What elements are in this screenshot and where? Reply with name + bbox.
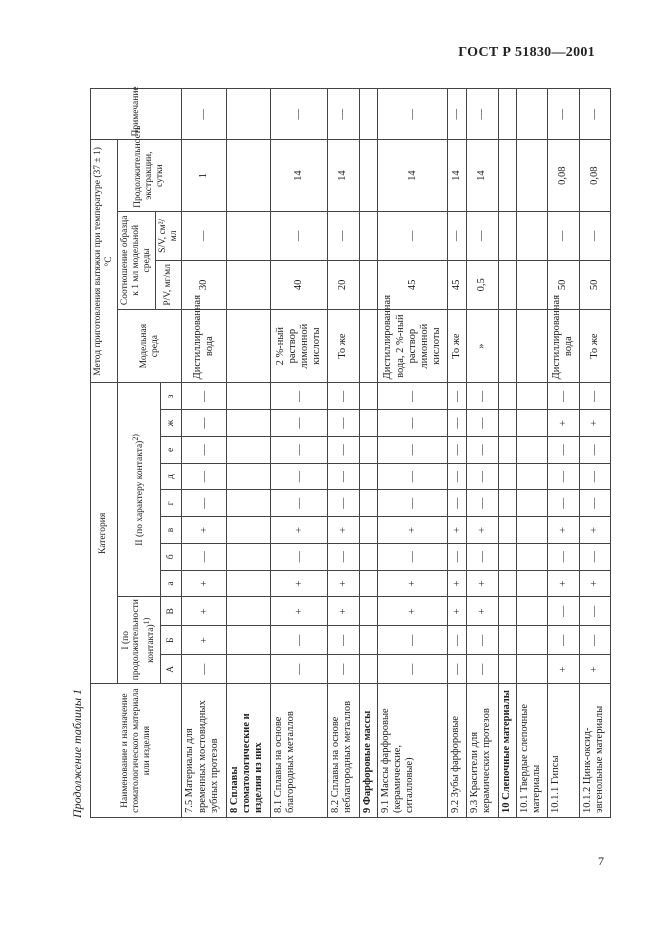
category-mark-cell: — bbox=[328, 490, 359, 517]
category-mark-cell bbox=[498, 655, 516, 684]
col-header-category: Категория bbox=[91, 383, 118, 684]
medium-cell bbox=[498, 309, 516, 383]
sv-cell bbox=[516, 211, 547, 260]
category-mark-cell: — bbox=[548, 383, 579, 410]
category-mark-cell bbox=[498, 383, 516, 410]
category-mark-cell: — bbox=[579, 490, 610, 517]
category-mark-cell: — bbox=[182, 490, 226, 517]
sv-cell: — bbox=[377, 211, 447, 260]
category-mark-cell: — bbox=[377, 463, 447, 490]
category-mark-cell: + bbox=[467, 517, 498, 544]
duration-cell bbox=[498, 140, 516, 211]
sv-cell bbox=[226, 211, 270, 260]
pv-cell: 50 bbox=[548, 260, 579, 309]
material-name: 10.1 Твердые слепочные материалы bbox=[518, 703, 542, 813]
duration-cell bbox=[359, 140, 377, 211]
category-mark-cell bbox=[359, 597, 377, 626]
page-number: 7 bbox=[598, 854, 604, 868]
table-row bbox=[516, 89, 547, 818]
category-mark-cell: + bbox=[467, 597, 498, 626]
category-mark-cell: — bbox=[328, 383, 359, 410]
materials-table bbox=[90, 88, 611, 818]
medium-cell: Дистиллированная вода bbox=[182, 309, 226, 383]
category-mark-cell: — bbox=[467, 410, 498, 437]
note-cell bbox=[498, 89, 516, 140]
category-mark-cell bbox=[359, 383, 377, 410]
duration-cell bbox=[226, 140, 270, 211]
rotated-table-wrapper bbox=[90, 86, 605, 818]
category-mark-cell: — bbox=[579, 597, 610, 626]
category-mark-cell: — bbox=[467, 626, 498, 655]
category-mark-cell: — bbox=[328, 410, 359, 437]
category-mark-cell: + bbox=[579, 517, 610, 544]
category-mark-cell: — bbox=[579, 436, 610, 463]
col-header-sv: S/V, см²/мл bbox=[155, 211, 182, 260]
note-cell: — bbox=[182, 89, 226, 140]
material-name: 9.2 Зубы фарфоровые bbox=[450, 715, 462, 813]
category-mark-cell bbox=[498, 463, 516, 490]
category-mark-cell: — bbox=[579, 626, 610, 655]
category-mark-cell bbox=[359, 543, 377, 570]
note-cell bbox=[359, 89, 377, 140]
note-cell: — bbox=[579, 89, 610, 140]
category-mark-cell: — bbox=[328, 543, 359, 570]
category-mark-cell: — bbox=[271, 655, 328, 684]
category-mark-cell: + bbox=[328, 517, 359, 544]
category-mark-cell bbox=[498, 543, 516, 570]
category-mark-cell bbox=[516, 490, 547, 517]
pv-cell: 50 bbox=[579, 260, 610, 309]
pv-cell: 45 bbox=[377, 260, 447, 309]
duration-cell: 14 bbox=[377, 140, 447, 211]
table-body bbox=[182, 89, 610, 818]
category-mark-cell: — bbox=[182, 436, 226, 463]
material-name-cell bbox=[271, 684, 328, 818]
category-mark-cell: + bbox=[467, 570, 498, 597]
category-mark-cell: — bbox=[448, 655, 467, 684]
material-name: 8.2 Сплавы на основе неблагородных металлов bbox=[330, 700, 354, 813]
category-mark-cell bbox=[226, 463, 270, 490]
col-header-cat1: I (по продолжительности контакта)$^{1)}$ bbox=[117, 597, 160, 684]
category-mark-cell: + bbox=[579, 410, 610, 437]
category-mark-cell: — bbox=[548, 543, 579, 570]
category-mark-cell bbox=[359, 490, 377, 517]
category-mark-cell bbox=[516, 543, 547, 570]
category-mark-cell: — bbox=[448, 383, 467, 410]
category-mark-cell: — bbox=[182, 655, 226, 684]
category-mark-cell bbox=[226, 436, 270, 463]
col-header-c1-2: В bbox=[161, 597, 182, 626]
category-mark-cell: + bbox=[579, 570, 610, 597]
category-mark-cell bbox=[359, 436, 377, 463]
material-name: 10.1.1 Гипсы bbox=[550, 755, 562, 813]
category-mark-cell bbox=[226, 597, 270, 626]
col-header-ratio: Соотношение образца к 1 мл модельной среды bbox=[117, 211, 155, 309]
category-mark-cell: — bbox=[467, 436, 498, 463]
category-mark-cell bbox=[359, 463, 377, 490]
category-mark-cell: + bbox=[548, 410, 579, 437]
medium-cell bbox=[226, 309, 270, 383]
category-mark-cell bbox=[498, 436, 516, 463]
col-header-c2-0: а bbox=[161, 570, 182, 597]
table-row bbox=[548, 89, 579, 818]
sv-cell: — bbox=[448, 211, 467, 260]
col-header-c2-7: з bbox=[161, 383, 182, 410]
table-row bbox=[448, 89, 467, 818]
col-header-c2-6: ж bbox=[161, 410, 182, 437]
category-mark-cell: — bbox=[328, 626, 359, 655]
category-mark-cell: — bbox=[448, 626, 467, 655]
category-mark-cell: — bbox=[271, 463, 328, 490]
category-mark-cell: — bbox=[448, 490, 467, 517]
sv-cell: — bbox=[467, 211, 498, 260]
category-mark-cell: + bbox=[271, 597, 328, 626]
category-mark-cell: + bbox=[548, 655, 579, 684]
col-header-c2-1: б bbox=[161, 543, 182, 570]
category-mark-cell: — bbox=[548, 490, 579, 517]
category-mark-cell: + bbox=[548, 517, 579, 544]
duration-cell bbox=[516, 140, 547, 211]
category-mark-cell: — bbox=[377, 436, 447, 463]
duration-cell: 14 bbox=[467, 140, 498, 211]
category-mark-cell: — bbox=[271, 543, 328, 570]
medium-cell: То же bbox=[448, 309, 467, 383]
category-mark-cell: — bbox=[328, 463, 359, 490]
category-mark-cell: + bbox=[448, 597, 467, 626]
document-code: ГОСТ Р 51830—2001 bbox=[458, 45, 595, 60]
category-mark-cell: + bbox=[377, 517, 447, 544]
category-mark-cell: — bbox=[271, 436, 328, 463]
category-mark-cell bbox=[516, 463, 547, 490]
note-cell: — bbox=[448, 89, 467, 140]
category-mark-cell bbox=[226, 383, 270, 410]
material-name: 9.3 Красители для керамических протезов bbox=[469, 708, 493, 813]
category-mark-cell bbox=[498, 626, 516, 655]
duration-cell: 14 bbox=[328, 140, 359, 211]
material-name-cell bbox=[516, 684, 547, 818]
col-header-method: Метод приготовления вытяжки при температуре (37 ± 1) °С bbox=[91, 140, 118, 383]
table-row bbox=[467, 89, 498, 818]
col-header-medium: Модельная среда bbox=[117, 309, 182, 383]
category-mark-cell: — bbox=[448, 543, 467, 570]
category-mark-cell bbox=[516, 517, 547, 544]
category-mark-cell bbox=[226, 655, 270, 684]
category-mark-cell: — bbox=[377, 543, 447, 570]
category-mark-cell: — bbox=[448, 410, 467, 437]
category-mark-cell: — bbox=[548, 626, 579, 655]
col-header-c1-0: А bbox=[161, 655, 182, 684]
category-mark-cell bbox=[498, 517, 516, 544]
category-mark-cell bbox=[516, 655, 547, 684]
pv-cell: 40 bbox=[271, 260, 328, 309]
category-mark-cell: + bbox=[182, 597, 226, 626]
category-mark-cell bbox=[359, 517, 377, 544]
note-cell bbox=[516, 89, 547, 140]
category-mark-cell: + bbox=[271, 570, 328, 597]
category-mark-cell: — bbox=[467, 463, 498, 490]
category-mark-cell: + bbox=[448, 517, 467, 544]
medium-cell bbox=[359, 309, 377, 383]
material-name-cell bbox=[359, 684, 377, 818]
material-name-cell bbox=[182, 684, 226, 818]
table-header bbox=[91, 86, 182, 818]
col-header-duration: Продолжительность экстракции, сутки bbox=[117, 140, 182, 211]
category-mark-cell: — bbox=[328, 436, 359, 463]
category-mark-cell: — bbox=[271, 383, 328, 410]
material-name-cell bbox=[448, 684, 467, 818]
category-mark-cell: — bbox=[377, 410, 447, 437]
category-mark-cell: — bbox=[377, 490, 447, 517]
category-mark-cell bbox=[516, 626, 547, 655]
category-mark-cell bbox=[516, 597, 547, 626]
category-mark-cell: + bbox=[448, 570, 467, 597]
category-mark-cell bbox=[226, 490, 270, 517]
material-name: 8.1 Сплавы на основе благородных металлов bbox=[273, 711, 297, 813]
medium-cell: » bbox=[467, 309, 498, 383]
category-mark-cell: — bbox=[182, 383, 226, 410]
medium-cell: Дистиллированная вода bbox=[548, 309, 579, 383]
category-mark-cell bbox=[516, 570, 547, 597]
section-heading: 9 Фарфоровые массы bbox=[361, 710, 373, 813]
category-mark-cell bbox=[226, 517, 270, 544]
category-mark-cell: + bbox=[271, 517, 328, 544]
category-mark-cell: — bbox=[548, 436, 579, 463]
note-cell bbox=[226, 89, 270, 140]
category-mark-cell: — bbox=[377, 626, 447, 655]
category-mark-cell: — bbox=[448, 436, 467, 463]
category-mark-cell: — bbox=[467, 383, 498, 410]
category-mark-cell bbox=[226, 543, 270, 570]
category-mark-cell bbox=[516, 383, 547, 410]
category-mark-cell bbox=[498, 597, 516, 626]
material-name-cell bbox=[328, 684, 359, 818]
table-row bbox=[359, 89, 377, 818]
duration-cell: 1 bbox=[182, 140, 226, 211]
category-mark-cell: — bbox=[182, 410, 226, 437]
material-name: 10.1.2 Цинк-оксид-эвгенольные материалы bbox=[581, 705, 605, 813]
col-header-c1-1: Б bbox=[161, 626, 182, 655]
material-name: 7.5 Материалы для временных мостовидных зубных протезов bbox=[184, 700, 220, 813]
material-name: 9.1 Массы фарфоровые (керамические, ситалловые) bbox=[379, 708, 416, 813]
category-mark-cell: — bbox=[271, 410, 328, 437]
note-cell: — bbox=[271, 89, 328, 140]
category-mark-cell bbox=[226, 626, 270, 655]
category-mark-cell bbox=[516, 436, 547, 463]
table-continuation-label: Продолжение таблицы 1 bbox=[70, 688, 84, 818]
col-header-pv: P/V, мг/мл bbox=[155, 260, 182, 309]
sv-cell: — bbox=[271, 211, 328, 260]
category-mark-cell: + bbox=[182, 570, 226, 597]
table-row bbox=[182, 89, 226, 818]
pv-cell: 45 bbox=[448, 260, 467, 309]
category-mark-cell: — bbox=[579, 543, 610, 570]
category-mark-cell: + bbox=[377, 570, 447, 597]
category-mark-cell: — bbox=[377, 383, 447, 410]
category-mark-cell bbox=[226, 570, 270, 597]
category-mark-cell: — bbox=[467, 655, 498, 684]
category-mark-cell bbox=[498, 410, 516, 437]
duration-cell: 0,08 bbox=[548, 140, 579, 211]
medium-cell: 2 %-ный раствор лимонной кислоты bbox=[271, 309, 328, 383]
sv-cell bbox=[498, 211, 516, 260]
col-header-name: Наименование и назначение стоматологического материала или изделия bbox=[91, 684, 182, 818]
duration-cell: 0,08 bbox=[579, 140, 610, 211]
category-mark-cell: — bbox=[467, 490, 498, 517]
col-header-c2-5: е bbox=[161, 436, 182, 463]
category-mark-cell: — bbox=[377, 655, 447, 684]
sv-cell bbox=[359, 211, 377, 260]
table-row bbox=[579, 89, 610, 818]
pv-cell: 0,5 bbox=[467, 260, 498, 309]
category-mark-cell bbox=[359, 410, 377, 437]
material-name-cell bbox=[377, 684, 447, 818]
material-name-cell bbox=[467, 684, 498, 818]
sv-cell: — bbox=[548, 211, 579, 260]
col-header-c2-3: г bbox=[161, 490, 182, 517]
category-mark-cell bbox=[498, 570, 516, 597]
category-mark-cell bbox=[359, 626, 377, 655]
category-mark-cell: — bbox=[579, 383, 610, 410]
note-cell: — bbox=[328, 89, 359, 140]
table-row bbox=[271, 89, 328, 818]
pv-cell bbox=[516, 260, 547, 309]
medium-cell: То же bbox=[328, 309, 359, 383]
category-mark-cell: + bbox=[328, 597, 359, 626]
category-mark-cell: + bbox=[377, 597, 447, 626]
category-mark-cell bbox=[359, 655, 377, 684]
pv-cell: 30 bbox=[182, 260, 226, 309]
material-name-cell bbox=[498, 684, 516, 818]
note-cell: — bbox=[377, 89, 447, 140]
category-mark-cell bbox=[498, 490, 516, 517]
category-mark-cell: — bbox=[448, 463, 467, 490]
category-mark-cell bbox=[359, 570, 377, 597]
category-mark-cell: — bbox=[271, 490, 328, 517]
table-row bbox=[498, 89, 516, 818]
category-mark-cell bbox=[226, 410, 270, 437]
note-cell: — bbox=[548, 89, 579, 140]
category-mark-cell: + bbox=[548, 570, 579, 597]
medium-cell: То же bbox=[579, 309, 610, 383]
category-mark-cell: — bbox=[467, 543, 498, 570]
note-cell: — bbox=[467, 89, 498, 140]
medium-cell bbox=[516, 309, 547, 383]
category-mark-cell: + bbox=[182, 626, 226, 655]
duration-cell: 14 bbox=[448, 140, 467, 211]
table-row bbox=[377, 89, 447, 818]
category-mark-cell: — bbox=[579, 463, 610, 490]
duration-cell: 14 bbox=[271, 140, 328, 211]
table-row bbox=[226, 89, 270, 818]
col-header-note: Примечание bbox=[91, 89, 182, 140]
col-header-c2-2: в bbox=[161, 517, 182, 544]
pv-cell: 20 bbox=[328, 260, 359, 309]
category-mark-cell: + bbox=[328, 570, 359, 597]
col-header-cat2: II (по характеру контакта)$^{2)}$ bbox=[117, 383, 160, 597]
category-mark-cell bbox=[516, 410, 547, 437]
col-header-c2-4: д bbox=[161, 463, 182, 490]
category-mark-cell: — bbox=[548, 597, 579, 626]
material-name-cell bbox=[579, 684, 610, 818]
medium-cell: Дистиллированная вода, 2 %-ный раствор лимонной кислоты bbox=[377, 309, 447, 383]
category-mark-cell: + bbox=[579, 655, 610, 684]
section-heading: 8 Сплавы стоматологические и изделия из них bbox=[228, 713, 264, 813]
section-heading: 10 Слепочные материалы bbox=[500, 690, 512, 813]
pv-cell bbox=[226, 260, 270, 309]
sv-cell: — bbox=[182, 211, 226, 260]
category-mark-cell: — bbox=[548, 463, 579, 490]
category-mark-cell: — bbox=[328, 655, 359, 684]
material-name-cell bbox=[548, 684, 579, 818]
category-mark-cell: — bbox=[182, 463, 226, 490]
category-mark-cell: — bbox=[271, 626, 328, 655]
category-mark-cell: — bbox=[182, 543, 226, 570]
sv-cell: — bbox=[579, 211, 610, 260]
material-name-cell bbox=[226, 684, 270, 818]
sv-cell: — bbox=[328, 211, 359, 260]
pv-cell bbox=[498, 260, 516, 309]
pv-cell bbox=[359, 260, 377, 309]
category-mark-cell: + bbox=[182, 517, 226, 544]
table-row bbox=[328, 89, 359, 818]
